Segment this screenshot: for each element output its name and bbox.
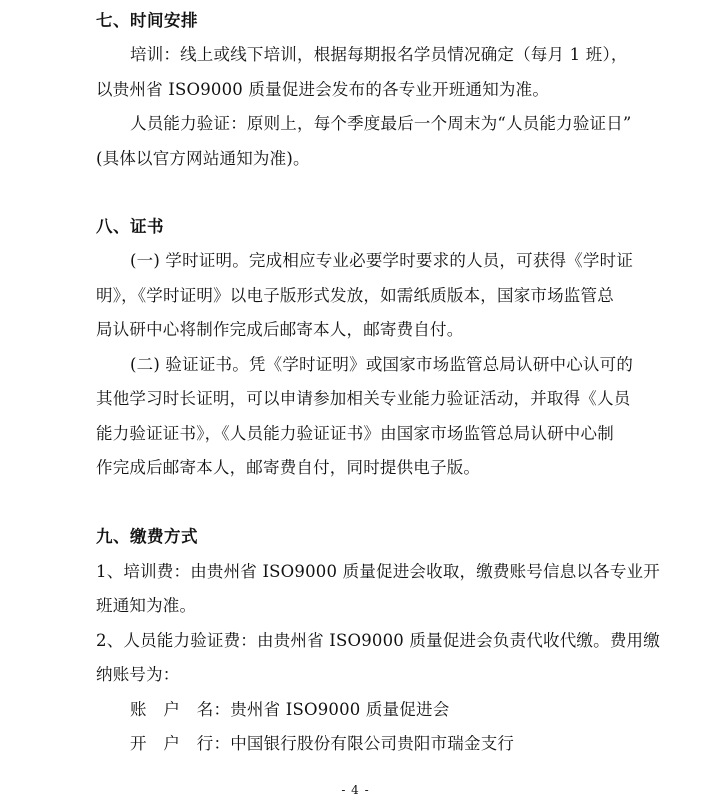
section-9-item-2-line-2: 纳账号为：: [96, 665, 180, 684]
bank-label: 开 户 行：: [130, 734, 231, 753]
section-7-training-line-2: 以贵州省 ISO9000 质量促进会发布的各专业开班通知为准。: [96, 80, 550, 99]
section-8-item-1-line-1: (一) 学时证明。完成相应专业必要学时要求的人员，可获得《学时证: [130, 251, 634, 270]
account-name-row: [130, 700, 449, 720]
bank-row: [130, 734, 514, 754]
bank-value: 中国银行股份有限公司贵阳市瑞金支行: [230, 734, 515, 753]
account-name-value: 贵州省 ISO9000 质量促进会: [230, 700, 450, 719]
section-7-verify-line-1: 人员能力验证：原则上，每个季度最后一个周末为“人员能力验证日”: [130, 114, 632, 133]
section-9-item-1-line-1: 1、培训费：由贵州省 ISO9000 质量促进会收取，缴费账号信息以各专业开: [96, 562, 660, 581]
section-9-item-2-line-1: 2、人员能力验证费：由贵州省 ISO9000 质量促进会负责代收代缴。费用缴: [96, 631, 660, 650]
section-8-item-2-line-1: (二) 验证证书。凭《学时证明》或国家市场监管总局认研中心认可的: [130, 355, 634, 374]
section-7-training-line-1: 培训：线上或线下培训，根据每期报名学员情况确定（每月 1 班），: [130, 45, 628, 64]
section-7-title: 七、时间安排: [96, 11, 198, 30]
account-name-label: 账 户 名：: [130, 700, 231, 719]
section-7-verify-line-2: (具体以官方网站通知为准)。: [96, 149, 310, 168]
section-8-item-1-line-3: 局认研中心将制作完成后邮寄本人，邮寄费自付。: [96, 320, 464, 339]
section-9-item-1-line-2: 班通知为准。: [96, 596, 197, 615]
section-8-title: 八、证书: [96, 217, 164, 236]
section-8-item-2-line-4: 作完成后邮寄本人，邮寄费自付，同时提供电子版。: [96, 458, 481, 477]
section-9-title: 九、缴费方式: [96, 527, 198, 546]
section-8-item-1-line-2: 明》，《学时证明》以电子版形式发放，如需纸质版本，国家市场监管总: [96, 286, 614, 305]
section-8-item-2-line-2: 其他学习时长证明，可以申请参加相关专业能力验证活动，并取得《人员: [96, 389, 631, 408]
page-number: - 4 -: [341, 783, 370, 797]
section-8-item-2-line-3: 能力验证证书》，《人员能力验证证书》由国家市场监管总局认研中心制: [96, 424, 614, 443]
